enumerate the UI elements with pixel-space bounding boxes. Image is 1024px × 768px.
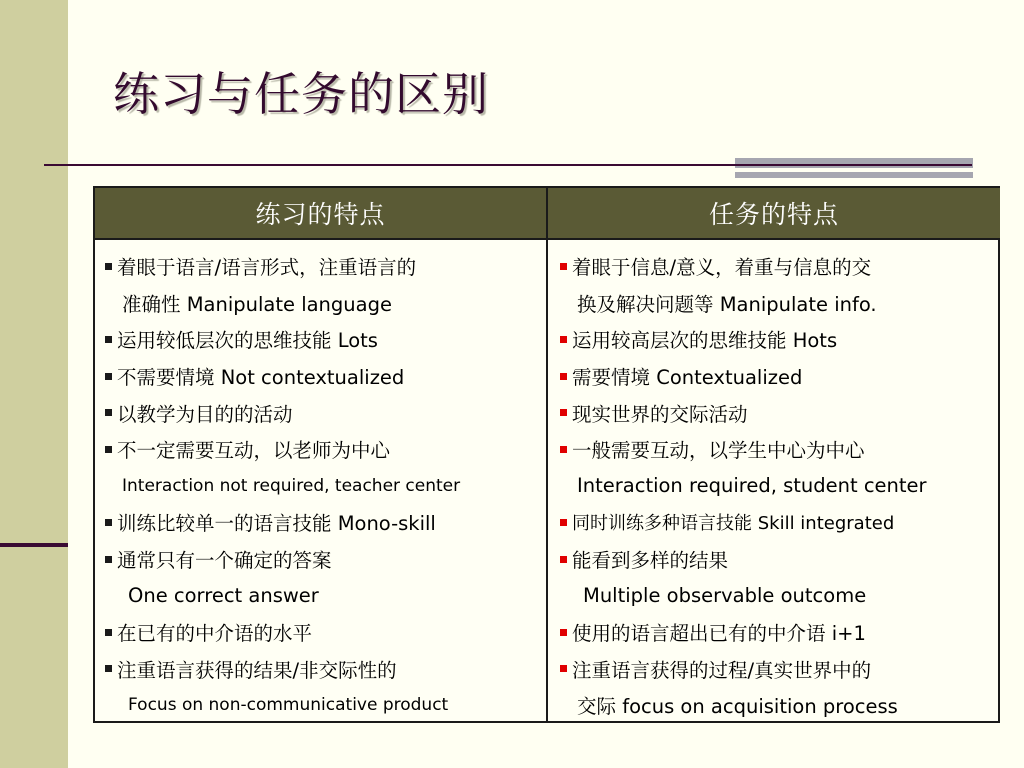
bullet-square-red-icon <box>560 519 567 526</box>
bullet-square-icon <box>105 629 112 636</box>
bullet-square-icon <box>105 556 112 563</box>
slide-title: 练习与任务的区别 <box>113 67 489 121</box>
left-line-7: 训练比较单一的语言技能 Mono-skill <box>105 504 542 541</box>
right-line-0: 着眼于信息/意义，着重与信息的交 <box>560 248 996 285</box>
right-line-2: 运用较高层次的思维技能 Hots <box>560 321 996 358</box>
right-line-8: 能看到多样的结果 <box>560 541 996 578</box>
bullet-square-red-icon <box>560 665 567 672</box>
bullet-square-icon <box>105 263 112 270</box>
right-line-7: 同时训练多种语言技能 Skill integrated <box>560 504 996 541</box>
exercise-features-cell <box>95 240 548 721</box>
left-line-8: 通常只有一个确定的答案 <box>105 541 542 578</box>
bullet-square-icon <box>105 519 112 526</box>
title-divider <box>44 164 972 166</box>
left-line-11: 注重语言获得的结果/非交际性的 <box>105 651 542 688</box>
bullet-square-red-icon <box>560 336 567 343</box>
left-line-0: 着眼于语言/语言形式，注重语言的 <box>105 248 542 285</box>
bullet-square-icon <box>105 665 112 672</box>
bullet-square-red-icon <box>560 556 567 563</box>
right-line-12: 交际 focus on acquisition process <box>577 695 898 719</box>
right-line-3: 需要情境 Contextualized <box>560 358 996 395</box>
left-line-9: One correct answer <box>128 584 319 608</box>
task-features-cell <box>548 240 1000 721</box>
bullet-square-red-icon <box>560 629 567 636</box>
decorative-side-band <box>0 0 68 768</box>
left-line-6: Interaction not required, teacher center <box>122 475 461 496</box>
left-line-10: 在已有的中介语的水平 <box>105 614 542 651</box>
comparison-table <box>93 186 1000 723</box>
bullet-square-red-icon <box>560 373 567 380</box>
bullet-square-icon <box>105 373 112 380</box>
left-line-5: 不一定需要互动，以老师为中心 <box>105 431 542 468</box>
left-line-1: 准确性 Manipulate language <box>122 292 392 316</box>
right-line-4: 现实世界的交际活动 <box>560 394 996 431</box>
left-line-4: 以教学为目的的活动 <box>105 394 542 431</box>
side-band-rule <box>0 543 68 547</box>
bullet-square-red-icon <box>560 446 567 453</box>
left-line-12: Focus on non-communicative product <box>128 695 449 716</box>
right-line-9: Multiple observable outcome <box>583 584 867 608</box>
bullet-square-red-icon <box>560 409 567 416</box>
right-line-1: 换及解决问题等 Manipulate info. <box>577 292 877 316</box>
header-exercise-features: 练习的特点 <box>95 188 548 240</box>
right-line-10: 使用的语言超出已有的中介语 i+1 <box>560 614 996 651</box>
left-line-3: 不需要情境 Not contextualized <box>105 358 542 395</box>
left-line-2: 运用较低层次的思维技能 Lots <box>105 321 542 358</box>
right-line-5: 一般需要互动，以学生中心为中心 <box>560 431 996 468</box>
bullet-square-icon <box>105 446 112 453</box>
title-accent-bar <box>735 158 973 168</box>
right-line-11: 注重语言获得的过程/真实世界中的 <box>560 651 996 688</box>
right-line-6: Interaction required, student center <box>577 474 927 498</box>
bullet-square-icon <box>105 409 112 416</box>
title-accent-bar-lower <box>735 172 973 178</box>
bullet-square-red-icon <box>560 263 567 270</box>
bullet-square-icon <box>105 336 112 343</box>
header-task-features: 任务的特点 <box>548 188 1000 240</box>
